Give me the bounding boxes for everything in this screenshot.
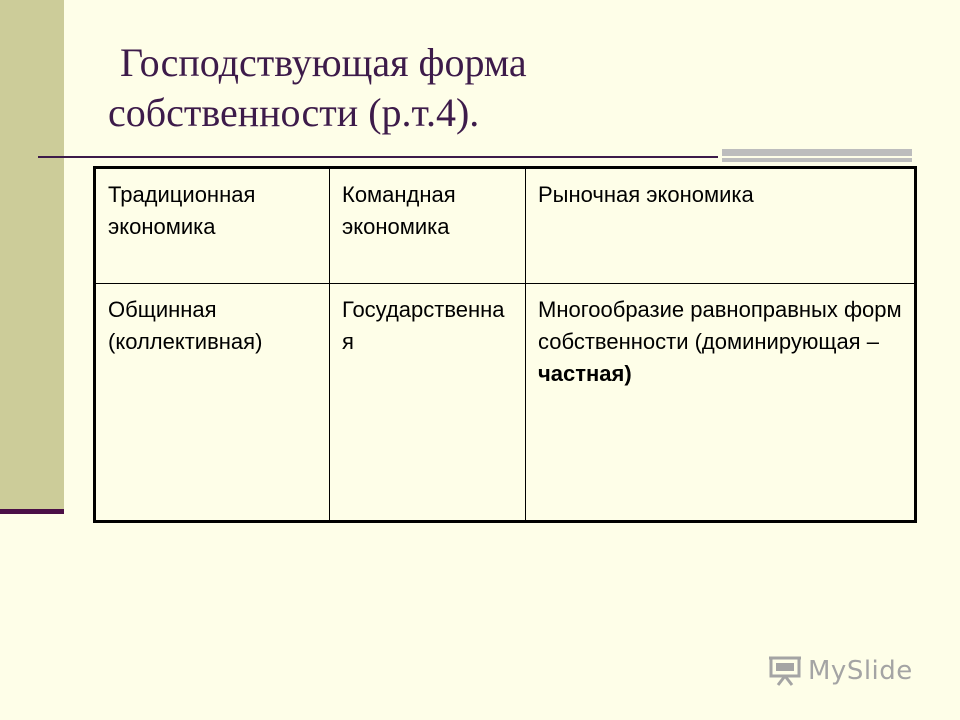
cell-diversity-bold: частная) <box>538 360 632 386</box>
slide-title <box>108 38 728 138</box>
watermark-logo <box>768 656 913 686</box>
slide-title-line2: собственности (р.т.4). <box>108 90 480 135</box>
economy-property-table <box>93 166 917 523</box>
header-cell-traditional: Традиционная экономика <box>95 168 330 284</box>
decorative-sidebar <box>0 0 64 510</box>
decorative-gray-bar <box>722 149 912 162</box>
table-header-row <box>95 168 916 284</box>
slide-title-line1: Господствующая форма <box>120 40 527 85</box>
title-underline <box>38 156 718 158</box>
header-cell-market: Рыночная экономика <box>526 168 916 284</box>
projector-screen-icon <box>768 656 802 686</box>
table-row <box>95 284 916 522</box>
watermark-text: MySlide <box>808 656 913 686</box>
cell-state: Государственная <box>330 284 526 522</box>
cell-diversity <box>526 284 916 522</box>
cell-diversity-text: Многообразие равноправных форм собственности (доминирующая – <box>538 297 902 354</box>
sidebar-accent-line <box>0 509 64 514</box>
header-cell-command: Командная экономика <box>330 168 526 284</box>
cell-communal: Общинная (коллективная) <box>95 284 330 522</box>
